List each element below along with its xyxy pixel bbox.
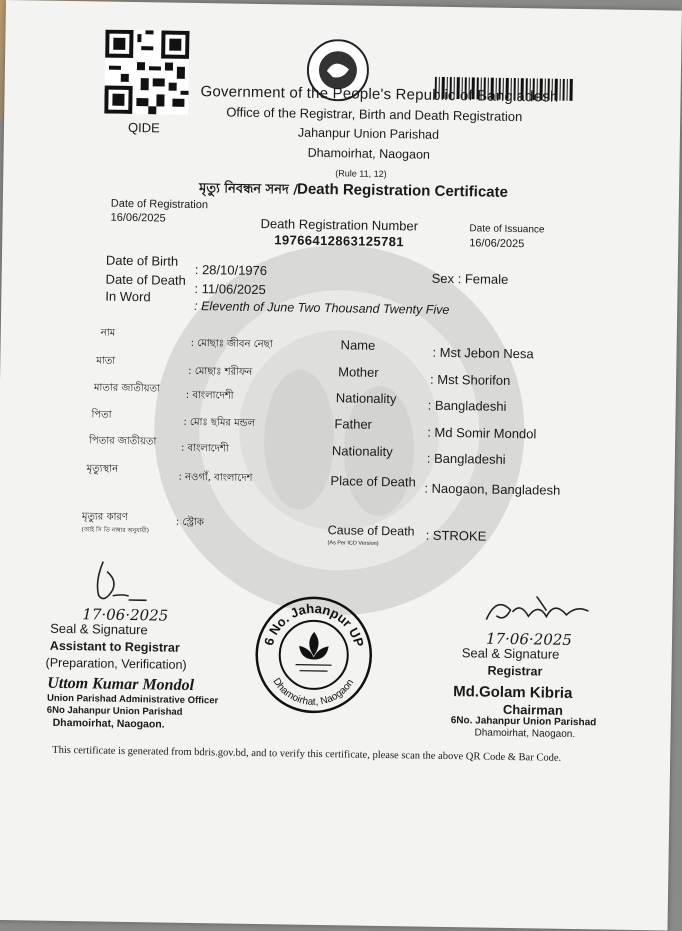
father-value-bn: : মোঃ ছমির মন্ডল	[183, 416, 256, 429]
assistant-union: 6No Jahanpur Union Parishad	[46, 704, 183, 718]
sex-field: Sex : Female	[431, 270, 509, 287]
date-of-death-value: : 11/06/2025	[194, 280, 266, 298]
stamp-top-text: 6 No. Jahanpur UP	[260, 600, 367, 649]
registrar-signature-date: 17·06·2025	[485, 629, 573, 649]
rule-text: (Rule 11, 12)	[335, 168, 387, 180]
in-word-label: In Word	[105, 288, 151, 305]
cause-value-bn: : স্ট্রোক	[175, 516, 204, 529]
date-of-birth-value: : 28/10/1976	[194, 261, 268, 279]
verification-footer-note: This certificate is generated from bdris.gov.bd, and to verify this certificate, please scan the above QR Code & Bar Code.	[52, 744, 562, 764]
cause-of-death-note: (As Per ICD Version)	[327, 540, 379, 547]
certificate-title-bangla: মৃত্যু নিবন্ধন সনদ /	[198, 181, 299, 198]
name-label: Name	[340, 337, 376, 353]
assistant-seal-label: Seal & Signature	[50, 620, 148, 638]
date-of-registration-label: Date of Registration	[110, 197, 209, 212]
place-of-death-value: : Naogaon, Bangladesh	[424, 480, 561, 498]
mother-nationality-label-bn: মাতার জাতীয়তা	[93, 382, 161, 395]
assistant-name: Uttom Kumar Mondol	[47, 674, 195, 695]
father-nationality-value: : Bangladeshi	[426, 450, 506, 467]
place-of-death-value-bn: : নওগাঁ, বাংলাদেশ	[178, 471, 253, 484]
cause-label-bn: মৃত্যুর কারণ	[81, 511, 129, 523]
registrar-seal-label: Seal & Signature	[461, 645, 560, 662]
date-of-issuance-label: Date of Issuance	[469, 223, 545, 236]
mother-nationality-value-bn: : বাংলাদেশী	[185, 389, 234, 402]
place-of-death-label-bn: মৃত্যুস্থান	[86, 463, 119, 475]
mother-nationality-label: Nationality	[335, 390, 397, 407]
father-nationality-label-bn: পিতার জাতীয়তা	[88, 435, 157, 448]
place-of-death-label: Place of Death	[330, 473, 416, 490]
father-nationality-label: Nationality	[331, 443, 393, 460]
assistant-role-note: (Preparation, Verification)	[45, 655, 187, 672]
name-value: : Mst Jebon Nesa	[432, 344, 534, 362]
mother-value: : Mst Shorifon	[429, 371, 511, 388]
certificate-title: Death Registration Certificate	[296, 180, 509, 201]
union-parishad-round-stamp	[253, 594, 375, 716]
qr-code	[104, 30, 189, 115]
mother-nationality-value: : Bangladeshi	[427, 397, 507, 414]
cause-of-death-label: Cause of Death	[327, 523, 415, 539]
date-of-death-label: Date of Death	[105, 271, 186, 288]
father-label: Father	[334, 416, 373, 432]
mother-label: Mother	[338, 364, 379, 380]
name-value-bn: : মোছাঃ জীবন নেছা	[190, 337, 273, 351]
mother-value-bn: : মোছাঃ শরীফন	[188, 365, 253, 378]
stamp-bottom-text: Dhamoirhat, Naogaon	[270, 676, 357, 708]
qr-id-label: QIDE	[127, 119, 160, 136]
assistant-signature-date: 17·06·2025	[82, 605, 169, 625]
cause-of-death-value: : STROKE	[425, 527, 487, 544]
date-of-birth-label: Date of Birth	[105, 252, 179, 269]
father-value: : Md Somir Mondol	[427, 424, 537, 442]
assistant-role: Assistant to Registrar	[49, 638, 180, 655]
office-title: Office of the Registrar, Birth and Death Registration	[226, 104, 523, 125]
in-word-value: : Eleventh of June Two Thousand Twenty Five	[194, 298, 450, 318]
registrar-location: Dhamoirhat, Naogaon.	[474, 727, 576, 741]
name-label-bn: নাম	[100, 327, 116, 339]
registrar-designation: Chairman	[502, 701, 563, 718]
registrar-name: Md.Golam Kibria	[453, 683, 573, 702]
registrar-union: 6No. Jahanpur Union Parishad	[450, 715, 597, 729]
location-text: Dhamoirhat, Naogaon	[307, 145, 431, 162]
father-label-bn: পিতা	[91, 409, 112, 421]
assistant-designation: Union Parishad Administrative Officer	[46, 692, 219, 707]
father-nationality-value-bn: : বাংলাদেশী	[180, 442, 229, 455]
mother-label-bn: মাতা	[96, 355, 116, 367]
date-of-issuance-value: 16/06/2025	[469, 237, 525, 251]
cause-note-bn: (আই সি ডি নাম্বার অনুযায়ী)	[81, 526, 150, 535]
government-title: Government of the People's Republic of Bangladesh	[200, 83, 559, 106]
assistant-location: Dhamoirhat, Naogaon.	[52, 716, 165, 731]
registration-number-value: 19766412863125781	[274, 232, 405, 250]
union-parishad-name: Jahanpur Union Parishad	[297, 125, 440, 142]
registrar-role: Registrar	[487, 663, 543, 679]
date-of-registration-value: 16/06/2025	[110, 211, 166, 225]
registration-number-label: Death Registration Number	[260, 216, 419, 234]
